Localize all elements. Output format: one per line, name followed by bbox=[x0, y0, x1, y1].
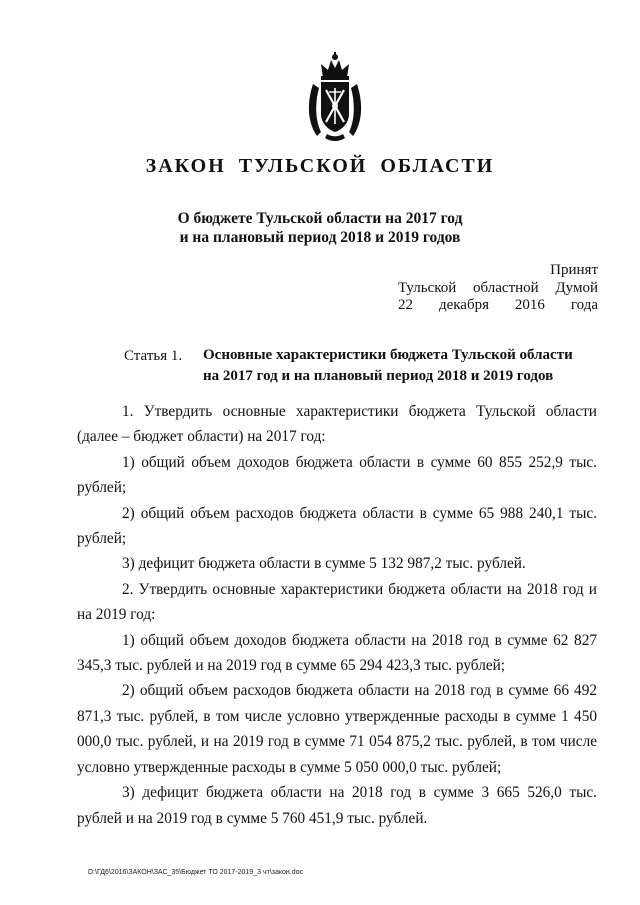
coat-of-arms-icon bbox=[303, 52, 367, 144]
article-heading-line-1: Основные характеристики бюджета Тульской области bbox=[203, 347, 573, 363]
paragraph: 1) общий объем доходов бюджета области в сумме 60 855 252,9 тыс. рублей; bbox=[77, 453, 597, 497]
article-heading bbox=[203, 345, 603, 387]
document-body bbox=[77, 399, 597, 831]
subtitle-line-1: О бюджете Тульской области на 2017 год bbox=[177, 210, 463, 227]
article-label: Статья 1. bbox=[124, 348, 183, 364]
accepted-label: Принят bbox=[550, 262, 598, 278]
paragraph: 1) общий объем доходов бюджета области на 2018 год в сумме 62 827 345,3 тыс. рублей и на 2019 год в сумме 65 294 423,3 тыс. рублей; bbox=[77, 631, 597, 675]
law-subtitle bbox=[0, 209, 640, 247]
paragraph: 3) дефицит бюджета области в сумме 5 132 987,2 тыс. рублей. bbox=[122, 555, 526, 573]
subtitle-line-2: и на плановый период 2018 и 2019 годов bbox=[179, 229, 461, 246]
accepted-date: 22 декабря 2016 года bbox=[398, 297, 598, 313]
law-title: ЗАКОН ТУЛЬСКОЙ ОБЛАСТИ bbox=[145, 155, 495, 177]
accepted-by: Тульской областной Думой bbox=[398, 279, 598, 296]
paragraph: 2. Утвердить основные характеристики бюджета области на 2018 год и на 2019 год: bbox=[77, 580, 597, 624]
file-path-footer: D:\ГД6\2016\ЗАКОН\ЗАС_35\Бюджет ТО 2017-2019_3 чт\закон.doc bbox=[88, 869, 303, 876]
acceptance-block bbox=[398, 262, 598, 315]
paragraph: 3) дефицит бюджета области на 2018 год в сумме 3 665 526,0 тыс. рублей и на 2019 год в сумме 5 760 451,9 тыс. рублей. bbox=[77, 784, 597, 827]
paragraph: 2) общий объем расходов бюджета области на 2018 год в сумме 66 492 871,3 тыс. рублей, в том числе условно утвержденные расходы в сумме 1 450 000,0 тыс. рублей, и на 2019 год в сумме 71 054 875,2 тыс. рублей, в том числе условно утвержденные расходы в сумме 5 050 000,0 тыс. рублей; bbox=[77, 682, 597, 776]
paragraph: 1. Утвердить основные характеристики бюджета Тульской области (далее – бюджет области) на 2017 год: bbox=[77, 403, 597, 446]
article-heading-line-2: на 2017 год и на плановый период 2018 и 2019 годов bbox=[203, 368, 554, 384]
paragraph: 2) общий объем расходов бюджета области в сумме 65 988 240,1 тыс. рублей; bbox=[77, 504, 597, 548]
